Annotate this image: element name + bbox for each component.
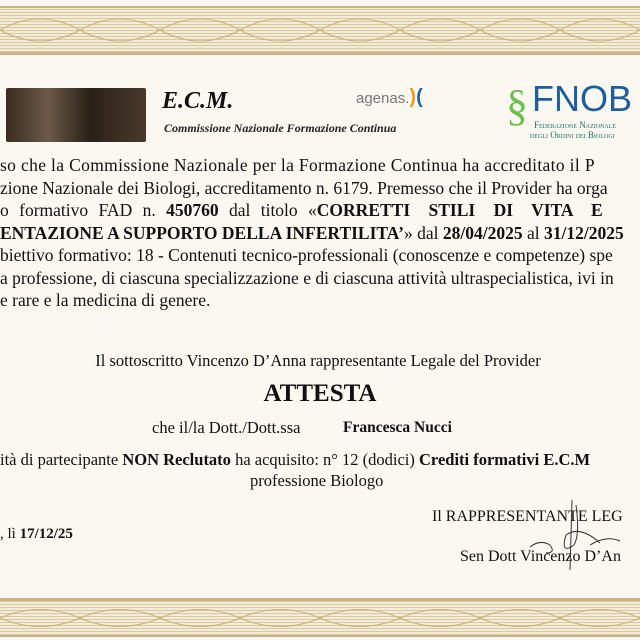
body-line: a professione, di ciascuna specializzazione e di ciascuna attività ultraspecialistica, ivi in xyxy=(0,267,614,288)
issue-date: , lì 17/12/25 xyxy=(0,526,73,542)
attestation-heading: ATTESTA xyxy=(263,380,377,407)
body-line: e rare e la medicina di genere. xyxy=(0,290,211,310)
body-line: ENTAZIONE A SUPPORTO DELLA INFERTILITA’» dal 28/04/2025 al 31/12/2025 xyxy=(0,222,624,243)
decorative-border-bottom xyxy=(0,598,640,637)
agenas-mark-icon: ) xyxy=(409,86,417,108)
profession: professione Biologo xyxy=(250,471,384,490)
decorative-border-top xyxy=(0,6,640,55)
body-line: biettivo formativo: 18 - Contenuti tecnico-professionali (conoscenze e competenze) spe xyxy=(0,245,613,265)
signer-title: Il RAPPRESENTANTE LEG xyxy=(432,508,623,525)
ecm-title: E.C.M. xyxy=(162,88,234,114)
certificate-body xyxy=(0,154,624,312)
fnob-line1: Federazione Nazionale xyxy=(534,120,617,130)
credits-line: ità di partecipante NON Reclutato ha acquisito: n° 12 (dodici) Crediti formativi E.C.M xyxy=(0,450,591,469)
ecm-subtitle: Commissione Nazionale Formazione Continua xyxy=(164,121,397,135)
body-line: zione Nazionale dei Biologi, accreditamento n. 6179. Premesso che il Provider ha orga xyxy=(0,177,608,198)
recipient-label: che il/la Dott./Dott.ssa xyxy=(152,418,301,437)
agenas-logo: agenas.)( xyxy=(356,86,423,108)
guilloche-pattern-icon xyxy=(0,8,640,52)
agenas-text: agenas. xyxy=(356,90,410,107)
fnob-line2: degli Ordini dei Biologi xyxy=(530,130,615,140)
body-line: o formativo FAD n. 450760 dal titolo «CORRETTI STILI DI VITA E xyxy=(0,200,603,220)
signature-icon xyxy=(510,495,630,575)
recipient-name: Francesca Nucci xyxy=(343,419,452,436)
fnob-text: FNOB xyxy=(532,78,633,119)
guilloche-pattern-icon xyxy=(0,601,640,635)
signer-name: Sen Dott Vincenzo D’An xyxy=(460,548,621,565)
attestation-intro: Il sottoscritto Vincenzo D’Anna rappresentante Legale del Provider xyxy=(95,351,541,370)
painting-logo xyxy=(6,88,146,142)
body-line: so che la Commissione Nazionale per la Formazione Continua ha accreditato il P xyxy=(0,155,595,175)
dna-helix-icon: § xyxy=(506,81,528,130)
